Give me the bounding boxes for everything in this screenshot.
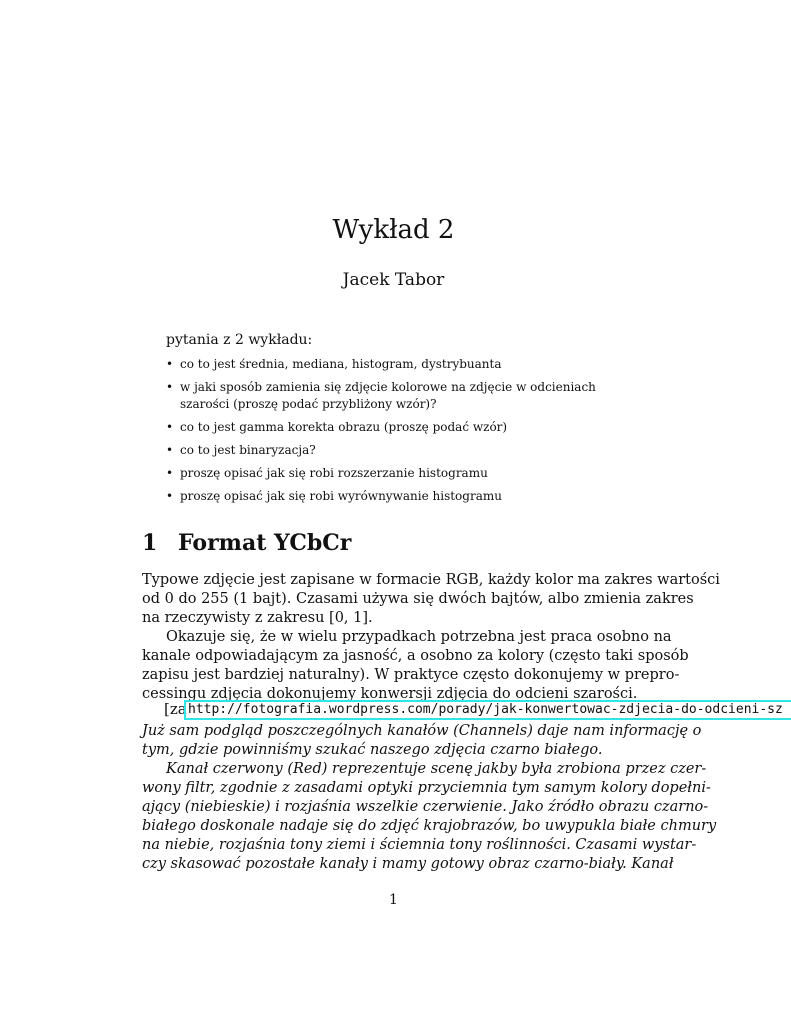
quote2-line: białego doskonale nadaje się do zdjęć krajobrazów, bo uwypukla białe chmury (142, 818, 717, 834)
para1-line: Typowe zdjęcie jest zapisane w formacie RGB, każdy kolor ma zakres wartości (142, 572, 720, 588)
para1-line: na rzeczywisty z zakresu [0, 1]. (142, 610, 373, 626)
para2-line: zapisu jest bardziej naturalny). W praktyce często dokonujemy w prepro- (142, 667, 680, 683)
quote2-line: czy skasować pozostałe kanały i mamy gotowy obraz czarno-biały. Kanał (142, 856, 674, 872)
question-item: • co to jest średnia, mediana, histogram, dystrybuanta (166, 356, 646, 373)
para2-line: cessingu zdjęcia dokonujemy konwersji zdjęcia do odcieni szarości. (142, 686, 638, 702)
source-url-link[interactable]: http://fotografia.wordpress.com/porady/jak-konwertowac-zdjecia-do-odcieni-sz (184, 700, 791, 720)
questions-intro: pytania z 2 wykładu: (166, 332, 313, 348)
document-author: Jacek Tabor (342, 270, 445, 290)
section-title: Format YCbCr (178, 530, 352, 556)
document-title: Wykład 2 (332, 215, 455, 245)
section-heading (142, 530, 351, 556)
para2-line: Okazuje się, że w wielu przypadkach potrzebna jest praca osobno na (166, 629, 672, 645)
quote1-line: tym, gdzie powinniśmy szukać naszego zdjęcia czarno białego. (142, 742, 603, 758)
question-item: • co to jest gamma korekta obrazu (proszę podać wzór) (166, 419, 646, 436)
question-item: • proszę opisać jak się robi rozszerzanie histogramu (166, 465, 646, 482)
page-number: 1 (389, 892, 398, 908)
para1-line: od 0 do 255 (1 bajt). Czasami używa się dwóch bajtów, albo zmienia zakres (142, 591, 694, 607)
quote2-line: na niebie, rozjaśnia tony ziemi i ściemnia tony roślinności. Czasami wystar- (142, 837, 697, 853)
quote2-line: ający (niebieskie) i rozjaśnia wszelkie czerwienie. Jako źródło obrazu czarno- (142, 799, 709, 815)
quote2-line: Kanał czerwony (Red) reprezentuje scenę jakby była zrobiona przez czer- (166, 761, 707, 777)
question-item: • w jaki sposób zamienia się zdjęcie kolorowe na zdjęcie w odcieniach szarości (proszę podać przybliżony wzór)? (166, 379, 646, 413)
quote-prefix: [za (164, 700, 187, 718)
questions-list (166, 356, 646, 505)
quote2-line: wony filtr, zgodnie z zasadami optyki przyciemnia tym samym kolory dopełni- (142, 780, 711, 796)
para2-line: kanale odpowiadającym za jasność, a osobno za kolory (często taki sposób (142, 648, 689, 664)
quote1-line: Już sam podgląd poszczególnych kanałów (Channels) daje nam informację o (142, 723, 702, 739)
section-number: 1 (142, 530, 158, 556)
question-item: • co to jest binaryzacja? (166, 442, 646, 459)
question-item: • proszę opisać jak się robi wyrównywanie histogramu (166, 488, 646, 505)
